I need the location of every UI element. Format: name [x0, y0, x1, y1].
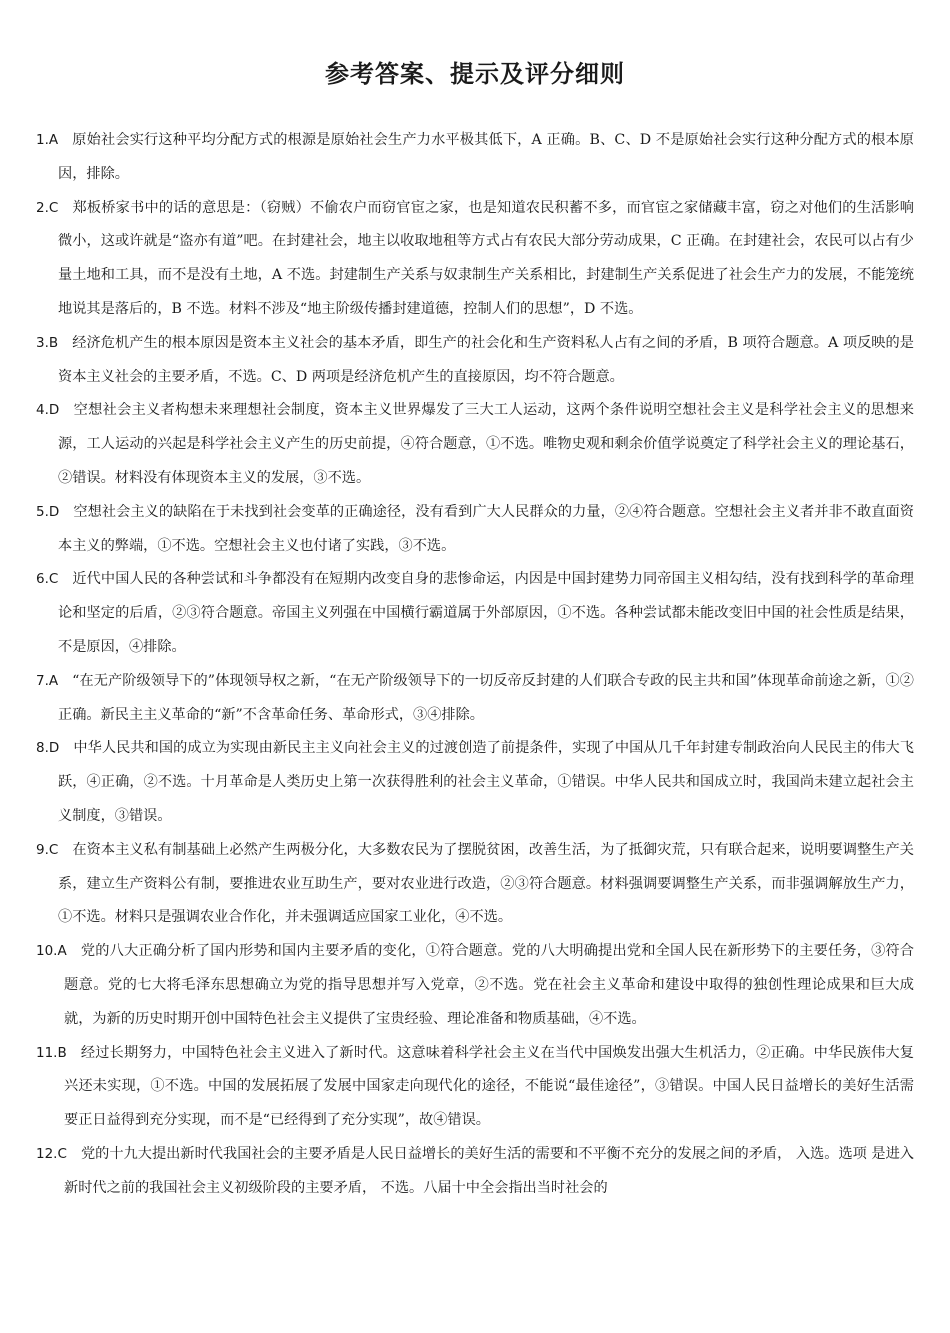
- answer-number: 10.: [36, 943, 58, 960]
- answer-letter: B: [48, 334, 59, 351]
- answer-explanation: 党的十九大提出新时代我国社会的主要矛盾是人民日益增长的美好生活的需要和不平衡不充分的发展之间的矛盾， 入选。选项 是进入新时代之前的我国社会主义初级阶段的主要矛盾， 不选。八届十中全会指出当时社会的: [64, 1145, 914, 1196]
- answer-explanation: 郑板桥家书中的话的意思是：（窃贼）不偷农户而窃官宦之家，也是知道农民积蓄不多，而官宦之家储藏丰富，窃之对他们的生活影响微小，这或许就是“盗亦有道”吧。在封建社会，地主以收取地租等方式占有农民大部分劳动成果，C 正确。在封建社会，农民可以占有少量土地和工具，而不是没有土地，A 不选。封建制生产关系与奴隶制生产关系相比，封建制生产关系促进了社会生产力的发展，不能笼统地说其是落后的，B 不选。材料不涉及“地主阶级传播封建道德，控制人们的思想”，D 不选。: [58, 199, 914, 317]
- answer-letter: D: [48, 402, 60, 419]
- answer-letter: C: [48, 571, 59, 588]
- answer-item-8: [36, 732, 914, 833]
- answer-item-9: [36, 834, 914, 935]
- answer-number: 3.: [36, 334, 49, 351]
- answer-letter: C: [48, 841, 59, 858]
- answer-number: 6.: [36, 571, 49, 588]
- answer-letter: A: [48, 672, 59, 689]
- answer-explanation: 空想社会主义者构想未来理想社会制度，资本主义世界爆发了三大工人运动，这两个条件说明空想社会主义是科学社会主义的思想来源，工人运动的兴起是科学社会主义产生的历史前提，④符合题意，①不选。唯物史观和剩余价值学说奠定了科学社会主义的理论基石，②错误。材料没有体现资本主义的发展，③不选。: [58, 402, 914, 486]
- answer-letter: B: [57, 1044, 67, 1061]
- answer-item-5: [36, 496, 914, 564]
- answer-letter: D: [48, 740, 60, 757]
- answer-item-12: [36, 1138, 914, 1206]
- answer-number: 11.: [36, 1044, 58, 1061]
- answer-list: [36, 124, 914, 1206]
- answer-number: 2.: [36, 199, 49, 216]
- answer-item-11: [36, 1037, 914, 1138]
- answer-letter: D: [48, 503, 60, 520]
- answer-explanation: 经济危机产生的根本原因是资本主义社会的基本矛盾，即生产的社会化和生产资料私人占有之间的矛盾，B 项符合题意。A 项反映的是资本主义社会的主要矛盾，不选。C、D 两项是经济危机产生的直接原因，均不符合题意。: [58, 334, 914, 385]
- answer-number: 12.: [36, 1145, 58, 1162]
- answer-letter: A: [48, 132, 59, 148]
- answer-number: 7.: [36, 672, 49, 689]
- page-title: 参考答案、提示及评分细则: [325, 60, 625, 88]
- answer-explanation: 近代中国人民的各种尝试和斗争都没有在短期内改变自身的悲惨命运，内因是中国封建势力同帝国主义相勾结，没有找到科学的革命理论和坚定的后盾，②③符合题意。帝国主义列强在中国横行霸道属于外部原因，①不选。各种尝试都未能改变旧中国的社会性质是结果，不是原因，④排除。: [58, 571, 914, 655]
- answer-explanation: 原始社会实行这种平均分配方式的根源是原始社会生产力水平极其低下，A 正确。B、C、D 不是原始社会实行这种分配方式的根本原因，排除。: [58, 132, 914, 182]
- answer-item-2: [36, 192, 914, 327]
- answer-number: 4.: [36, 402, 49, 419]
- answer-letter: A: [57, 943, 67, 960]
- answer-number: 1.: [36, 132, 49, 148]
- answer-number: 5.: [36, 503, 49, 520]
- answer-item-10: [36, 935, 914, 1036]
- answer-item-7: [36, 665, 914, 733]
- answer-item-1: [36, 124, 914, 192]
- answer-explanation: “在无产阶级领导下的”体现领导权之新，“在无产阶级领导下的一切反帝反封建的人们联合专政的民主共和国”体现革命前途之新，①②正确。新民主主义革命的“新”不含革命任务、革命形式，③④排除。: [58, 672, 914, 723]
- answer-explanation: 党的八大正确分析了国内形势和国内主要矛盾的变化，①符合题意。党的八大明确提出党和全国人民在新形势下的主要任务，③符合题意。党的七大将毛泽东思想确立为党的指导思想并写入党章，②不选。党在社会主义革命和建设中取得的独创性理论成果和巨大成就，为新的历史时期开创中国特色社会主义提供了宝贵经验、理论准备和物质基础，④不选。: [64, 943, 914, 1027]
- answer-number: 8.: [36, 740, 49, 757]
- answer-letter: C: [48, 199, 59, 216]
- answer-explanation: 经过长期努力，中国特色社会主义进入了新时代。这意味着科学社会主义在当代中国焕发出强大生机活力，②正确。中华民族伟大复兴还未实现，①不选。中国的发展拓展了发展中国家走向现代化的途径，不能说“最佳途径”，③错误。中国人民日益增长的美好生活需要正日益得到充分实现，而不是“已经得到了充分实现”，故④错误。: [64, 1044, 914, 1129]
- answer-number: 9.: [36, 841, 49, 858]
- answer-item-6: [36, 563, 914, 664]
- answer-item-3: [36, 327, 914, 395]
- answer-item-4: [36, 394, 914, 495]
- answer-explanation: 空想社会主义的缺陷在于未找到社会变革的正确途径，没有看到广大人民群众的力量，②④符合题意。空想社会主义者并非不敢直面资本主义的弊端，①不选。空想社会主义也付诸了实践，③不选。: [58, 503, 914, 554]
- answer-explanation: 中华人民共和国的成立为实现由新民主主义向社会主义的过渡创造了前提条件，实现了中国从几千年封建专制政治向人民民主的伟大飞跃，④正确，②不选。十月革命是人类历史上第一次获得胜利的社会主义革命，①错误。中华人民共和国成立时，我国尚未建立起社会主义制度，③错误。: [58, 740, 914, 824]
- answer-letter: C: [57, 1145, 67, 1162]
- answer-explanation: 在资本主义私有制基础上必然产生两极分化，大多数农民为了摆脱贫困，改善生活，为了抵御灾荒，只有联合起来，说明要调整生产关系，建立生产资料公有制，要推进农业互助生产，要对农业进行改造，②③符合题意。材料强调要调整生产关系，而非强调解放生产力，①不选。材料只是强调农业合作化，并未强调适应国家工业化，④不选。: [58, 841, 914, 926]
